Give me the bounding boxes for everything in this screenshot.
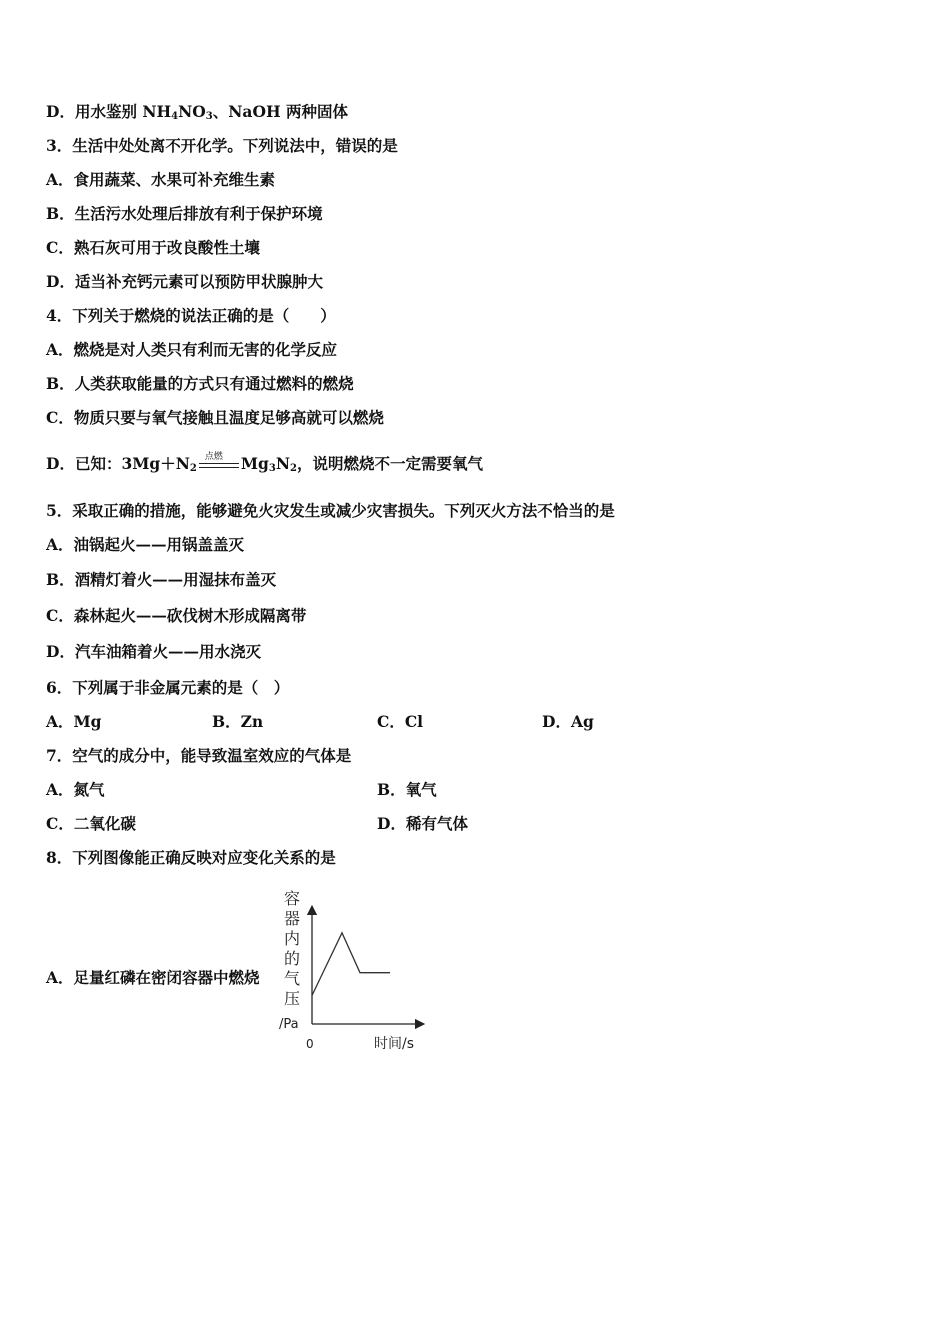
q2-option-d — [46, 102, 348, 127]
y-axis-label-char: 气 — [284, 969, 301, 988]
q5-option-c: C．森林起火——砍伐树木形成隔离带 — [46, 606, 307, 625]
y-axis-label-char: 器 — [284, 909, 301, 928]
y-axis-label-char: 的 — [284, 949, 301, 968]
q4-optd-sub-3: 2 — [290, 463, 297, 474]
q2-optd-text-3: 、NaOH 两种固体 — [212, 102, 349, 121]
q6-option-b: B．Zn — [212, 712, 264, 731]
q4-stem: 4．下列关于燃烧的说法正确的是（ ） — [46, 306, 336, 325]
q4-optd-prefix: D．已知：3Mg＋N — [46, 454, 190, 473]
q3-stem: 3．生活中处处离不开化学。下列说法中，错误的是 — [46, 136, 398, 155]
q8-option-a: A．足量红磷在密闭容器中燃烧 — [46, 968, 260, 987]
q7-option-c: C．二氧化碳 — [46, 814, 136, 833]
q4-optd-sub-2: 3 — [268, 463, 276, 474]
q3-option-c: C．熟石灰可用于改良酸性土壤 — [46, 238, 260, 257]
q5-option-d: D．汽车油箱着火——用水浇灭 — [46, 642, 261, 661]
q4-optd-product-2: N — [275, 454, 290, 473]
pressure-time-chart — [276, 884, 436, 1060]
q8-stem: 8．下列图像能正确反映对应变化关系的是 — [46, 848, 336, 867]
q4-option-d — [46, 454, 483, 479]
q5-option-a: A．油锅起火——用锅盖盖灭 — [46, 535, 245, 554]
q3-option-a: A．食用蔬菜、水果可补充维生素 — [46, 170, 276, 189]
q2-optd-sub-2: 3 — [205, 111, 213, 122]
q4-optd-suffix: ，说明燃烧不一定需要氧气 — [296, 454, 483, 473]
q2-optd-sub-1: 4 — [171, 111, 179, 122]
y-axis-unit: /Pa — [279, 1017, 299, 1032]
q5-stem: 5．采取正确的措施，能够避免火灾发生或减少灾害损失。下列灭火方法不恰当的是 — [46, 501, 615, 520]
x-axis-label: 时间/s — [374, 1036, 415, 1052]
y-axis-label — [284, 889, 300, 1008]
q7-option-d: D．稀有气体 — [377, 814, 468, 833]
y-axis-label-char: 内 — [284, 929, 301, 948]
q7-option-a: A．氮气 — [46, 780, 105, 799]
q4-option-c: C．物质只要与氧气接触且温度足够高就可以燃烧 — [46, 408, 384, 427]
q2-optd-text-1: D．用水鉴别 NH — [46, 102, 172, 121]
pressure-line — [312, 933, 390, 996]
q6-option-a: A．Mg — [46, 712, 102, 731]
q7-stem: 7．空气的成分中，能导致温室效应的气体是 — [46, 746, 352, 765]
pressure-time-graph — [276, 884, 436, 1060]
reaction-condition-sign — [199, 452, 239, 475]
q6-stem: 6．下列属于非金属元素的是（ ） — [46, 678, 290, 697]
q6-option-c: C．Cl — [377, 712, 424, 731]
q5-option-b: B．酒精灯着火——用湿抹布盖灭 — [46, 570, 277, 589]
y-axis-label-char: 容 — [284, 889, 301, 908]
y-axis-label-char: 压 — [284, 989, 301, 1008]
q3-option-d: D．适当补充钙元素可以预防甲状腺肿大 — [46, 272, 323, 291]
origin-label: 0 — [306, 1037, 314, 1051]
reaction-condition-label: 点燃 — [204, 452, 223, 462]
q7-option-b: B．氧气 — [377, 780, 437, 799]
q2-optd-text-2: NO — [178, 102, 206, 121]
q6-option-d: D．Ag — [542, 712, 594, 731]
q4-option-b: B．人类获取能量的方式只有通过燃料的燃烧 — [46, 374, 354, 393]
q4-option-a: A．燃烧是对人类只有利而无害的化学反应 — [46, 340, 338, 359]
q4-optd-product: Mg — [240, 454, 269, 473]
q4-optd-sub-1: 2 — [189, 463, 197, 474]
q3-option-b: B．生活污水处理后排放有利于保护环境 — [46, 204, 323, 223]
